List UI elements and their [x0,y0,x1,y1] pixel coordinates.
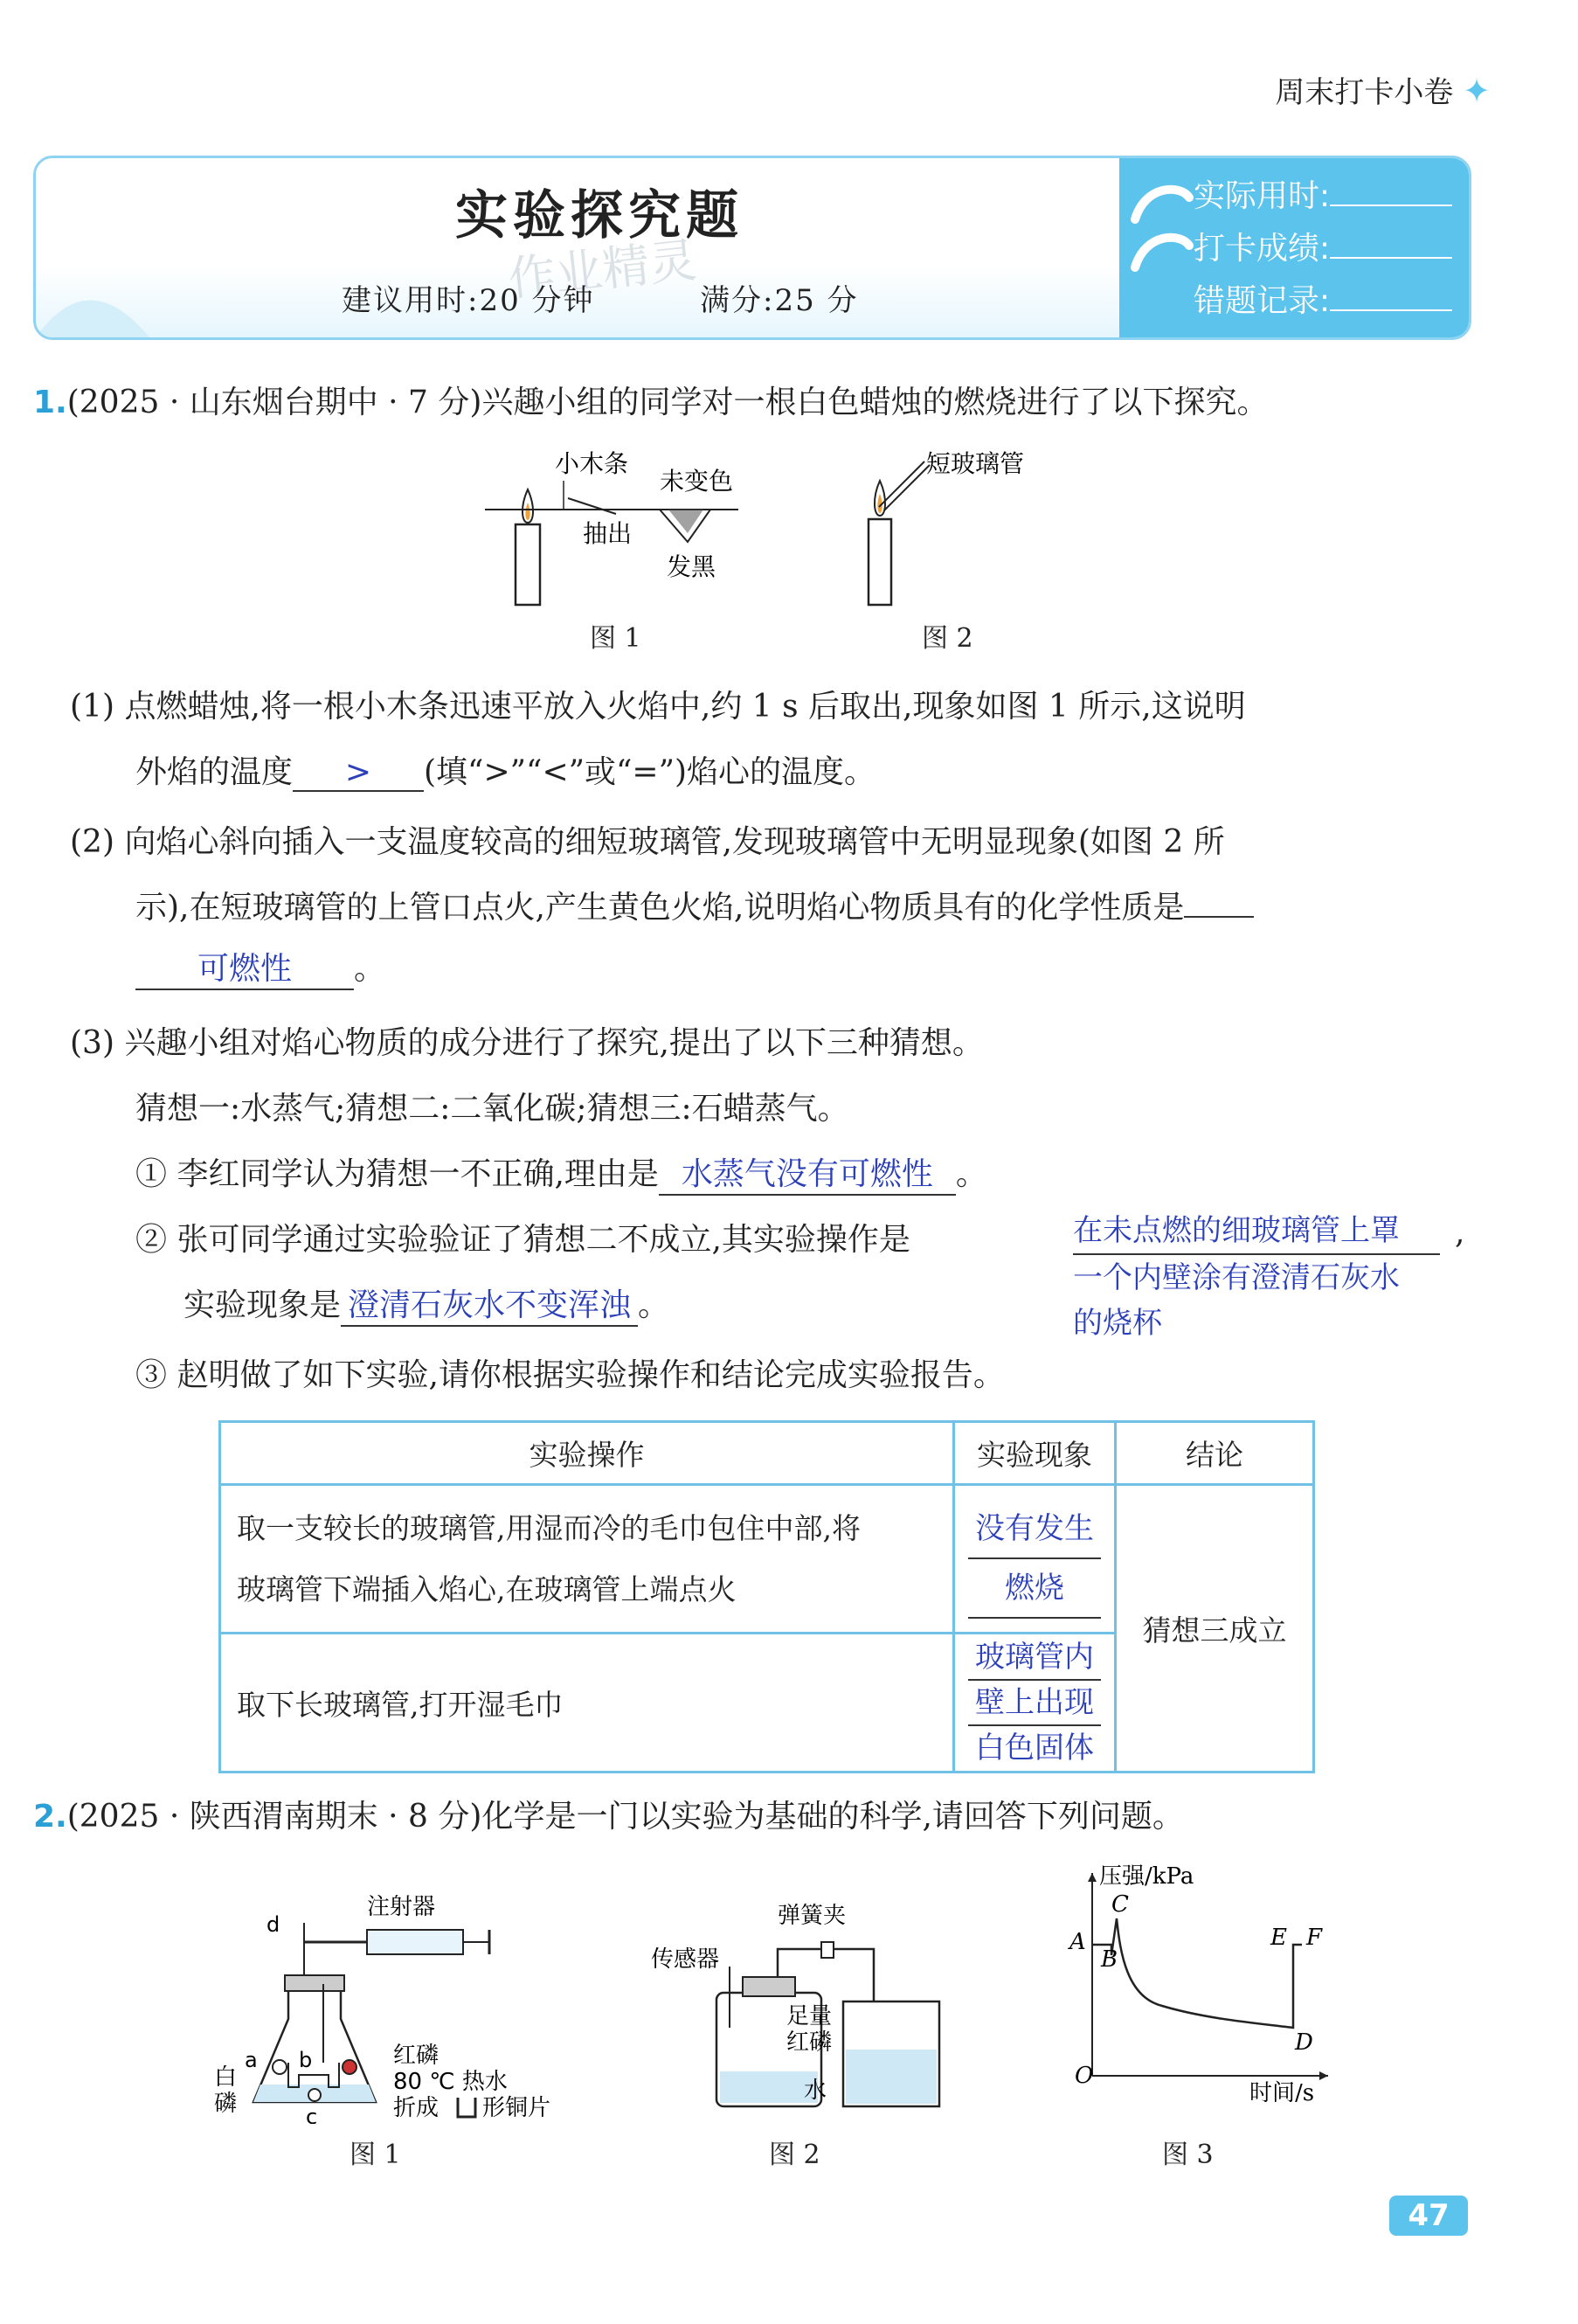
table-row-1-operation: 取一支较长的玻璃管,用湿而冷的毛巾包住中部,将 玻璃管下端插入焰心,在玻璃管上端点火 [220,1485,954,1634]
record-panel [1119,158,1469,337]
q1-part3-sub1-answer[interactable]: 水蒸气没有可燃性 [659,1149,956,1196]
svg-text:80 ℃ 热水: 80 ℃ 热水 [393,2069,508,2095]
table-conclusion: 猜想三成立 [1116,1485,1314,1772]
q1-figure-1 [485,446,799,638]
header-tag: 周末打卡小卷 ✦ [1275,72,1491,110]
q1-part3-sub3: ③ 赵明做了如下实验,请你根据实验操作和结论完成实验报告。 [135,1357,1005,1393]
table-header-phenomenon: 实验现象 [954,1422,1116,1485]
full-score: 满分:25 分 [700,283,859,318]
svg-text:红磷: 红磷 [393,2043,439,2069]
q1-part3-sub2-phenomenon-answer[interactable]: 澄清石灰水不变浑浊 [341,1280,638,1327]
svg-text:折成: 折成 [393,2095,439,2121]
table-row-1-phenomenon[interactable]: 没有发生 燃烧 [954,1485,1116,1634]
fig1-label-unchanged: 未变色 [660,467,734,496]
q1-part1-answer[interactable]: > [293,754,424,792]
q1-fig2-caption: 图 2 [922,623,973,654]
title-banner [33,156,1471,340]
q1-part1-line2: 外焰的温度 > (填“>”“<”或“=”)焰心的温度。 [135,754,876,790]
q1-part3-sub2-answer[interactable]: 在未点燃的细玻璃管上罩 一个内壁涂有澄清石灰水 的烧杯 [1073,1208,1440,1346]
q1-part2-answer[interactable]: 可燃性 [135,944,354,990]
fig1-label-black: 发黑 [667,552,716,581]
svg-text:d: d [266,1912,280,1937]
svg-text:红磷: 红磷 [786,2029,833,2056]
svg-text:注射器: 注射器 [367,1894,436,1920]
fig3-label-pressure: 压强/kPa [1099,1863,1194,1890]
experiment-report-table [218,1420,1315,1773]
q1-part3-sub2-phenomenon: 实验现象是 澄清石灰水不变浑浊 。 [183,1280,669,1327]
fig3-label-d: D [1295,2029,1313,2056]
svg-text:传感器: 传感器 [651,1946,720,1973]
table-header-operation: 实验操作 [220,1422,954,1485]
fig2-label-tube: 短玻璃管 [926,449,1025,478]
q1-part1-line1: (1) 点燃蜡烛,将一根小木条迅速平放入火焰中,约 1 s 后取出,现象如图 1 所示,这说明 [70,689,1246,725]
record-actual-time[interactable]: 实际用时: [1194,170,1452,223]
fig3-label-a: A [1069,1929,1086,1955]
svg-text:c: c [306,2105,318,2124]
suggested-time: 建议用时:20 分钟 [342,283,595,318]
svg-text:弹簧夹: 弹簧夹 [778,1903,847,1929]
page-number: 47 [1389,2196,1468,2236]
q2-figure-3 [1057,1857,1354,2102]
fig3-label-o: O [1075,2063,1094,2089]
q1-figure-2 [856,446,1083,621]
svg-text:足量: 足量 [786,2003,833,2029]
q1-part3-sub1: ① 李红同学认为猜想一不正确,理由是 水蒸气没有可燃性 。 [135,1149,987,1196]
q1-part3-line2: 猜想一:水蒸气;猜想二:二氧化碳;猜想三:石蜡蒸气。 [135,1091,849,1127]
fig1-label-pull: 抽出 [583,519,633,548]
q2-fig1-caption: 图 1 [350,2140,401,2170]
svg-text:白: 白 [214,2064,238,2091]
svg-text:a: a [245,2048,258,2072]
q1-part3-sub2: ② 张可同学通过实验验证了猜想二不成立,其实验操作是 [135,1222,910,1258]
fig3-label-f: F [1306,1925,1323,1951]
svg-text:磷: 磷 [214,2091,238,2117]
q1-stem: 1.(2025 · 山东烟台期中 · 7 分)兴趣小组的同学对一根白色蜡烛的燃烧进行了以下探究。 [33,385,1269,420]
q2-figure-2 [647,1897,979,2124]
table-header-conclusion: 结论 [1116,1422,1314,1485]
q2-stem: 2.(2025 · 陕西渭南期末 · 8 分)化学是一门以实验为基础的科学,请回答下列问题。 [33,1799,1184,1835]
fig3-label-e: E [1270,1925,1287,1951]
q1-part2-line2: 示),在短玻璃管的上管口点火,产生黄色火焰,说明焰心物质具有的化学性质是 [135,883,1254,927]
banner-title: 实验探究题 [455,185,744,246]
q2-fig2-caption: 图 2 [769,2140,820,2170]
sparkle-icon: ✦ [1463,72,1491,110]
fig3-label-b: B [1101,1946,1118,1973]
table-row-2-operation: 取下长玻璃管,打开湿毛巾 [220,1634,954,1772]
banner-watermark: 作业精灵 [505,232,700,308]
table-row-2-phenomenon[interactable]: 玻璃管内 壁上出现 白色固体 [954,1634,1116,1772]
q1-part3-sub2-comma: , [1455,1215,1465,1251]
svg-text:水: 水 [804,2078,827,2104]
q1-part3-line1: (3) 兴趣小组对焰心物质的成分进行了探究,提出了以下三种猜想。 [70,1025,984,1061]
svg-text:形铜片: 形铜片 [482,2095,550,2121]
q2-fig3-caption: 图 3 [1162,2140,1214,2170]
svg-text:b: b [299,2048,313,2072]
q1-part2-line1: (2) 向焰心斜向插入一支温度较高的细短玻璃管,发现玻璃管中无明显现象(如图 2 所 [70,824,1225,860]
q2-figure-1 [201,1888,550,2124]
fig1-label-wood: 小木条 [555,449,629,478]
fig3-label-time: 时间/s [1249,2080,1315,2102]
record-errors[interactable]: 错题记录: [1194,275,1452,328]
q1-part2-line3: 可燃性 。 [135,944,385,990]
record-score[interactable]: 打卡成绩: [1194,223,1452,275]
q1-fig1-caption: 图 1 [590,623,641,654]
fig3-label-c: C [1111,1891,1129,1918]
